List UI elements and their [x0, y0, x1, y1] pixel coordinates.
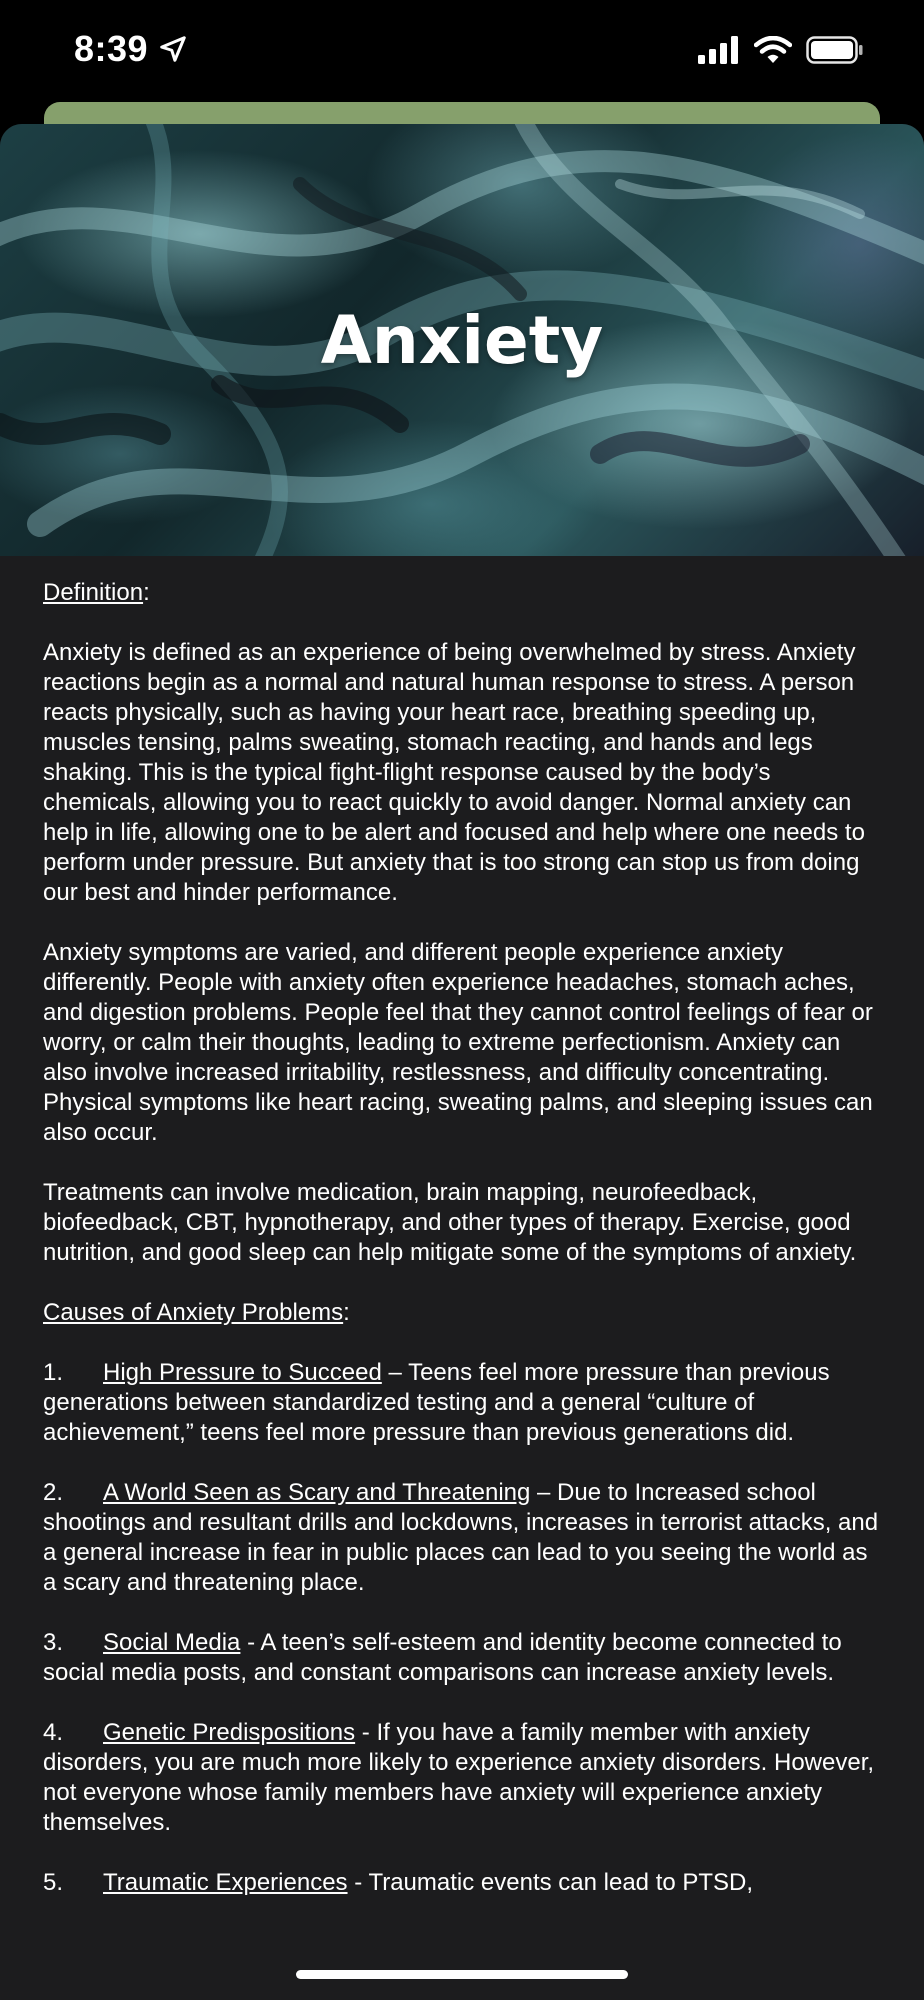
paragraph-symptoms: Anxiety symptoms are varied, and different people experience anxiety differently. People with anxiety often experience headaches, stomach aches, and digestion problems. People feel that they cannot control feelings of fear or worry, or calm their thoughts, leading to extreme perfectionism. Anxiety can also involve increased irritability, restlessness, and difficulty concentrating. Physical symptoms like heart racing, sweating palms, and sleeping issues can also occur.: [43, 939, 873, 1146]
wifi-icon: [754, 36, 792, 64]
location-arrow-icon: [158, 34, 188, 64]
cause-text: - A teen’s self-esteem and identity become connected to social media posts, and constant comparisons can increase anxiety levels.: [43, 1629, 842, 1686]
cause-title: A World Seen as Scary and Threatening: [103, 1479, 531, 1506]
cause-title: Traumatic Experiences: [103, 1869, 348, 1896]
cause-title: Genetic Predispositions: [103, 1719, 356, 1746]
definition-heading: [43, 578, 883, 608]
cause-number: 3.: [43, 1629, 64, 1656]
causes-heading-label: Causes of Anxiety Problems: [43, 1299, 344, 1326]
cellular-signal-icon: [698, 36, 740, 64]
causes-heading-colon: :: [343, 1299, 350, 1326]
clock-label: 8:39: [74, 28, 149, 69]
cause-text: – Teens feel more pressure than previous generations between standardized testing and a general “culture of achievement,” teens feel more pressure than previous generations did.: [43, 1359, 830, 1446]
hero-banner: [0, 124, 924, 556]
cause-number: 2.: [43, 1479, 64, 1506]
cause-number: 4.: [43, 1719, 64, 1746]
definition-heading-colon: :: [143, 579, 150, 606]
status-icons: [698, 36, 864, 64]
article-sheet[interactable]: [0, 124, 924, 2000]
cause-item-4: [43, 1718, 883, 1838]
paragraph-definition: Anxiety is defined as an experience of being overwhelmed by stress. Anxiety reactions begin as a normal and natural human response to stress. A person reacts physically, such as having your heart race, breathing speeding up, muscles tensing, palms sweating, stomach reacting, and hands and legs shaking. This is the typical fight-flight response caused by the body’s chemicals, allowing you to react quickly to avoid danger. Normal anxiety can help in life, allowing one to be alert and focused and help where one needs to perform under pressure. But anxiety that is too strong can stop us from doing our best and hinder performance.: [43, 639, 865, 906]
cause-title: Social Media: [103, 1629, 241, 1656]
cause-number: 5.: [43, 1869, 64, 1896]
cause-item-2: [43, 1478, 883, 1598]
status-bar: [0, 0, 924, 100]
page-title: Anxiety: [320, 302, 604, 379]
cause-item-5: [43, 1868, 883, 1898]
paragraph-treatments: Treatments can involve medication, brain mapping, neurofeedback, biofeedback, CBT, hypnotherapy, and other types of therapy. Exercise, good nutrition, and good sleep can help mitigate some of the symptoms of anxiety.: [43, 1179, 857, 1266]
cause-text: - If you have a family member with anxiety disorders, you are much more likely to experience anxiety disorders. However, not everyone whose family members have anxiety will experience anxiety themselves.: [43, 1719, 875, 1836]
status-time: [74, 28, 188, 70]
definition-heading-label: Definition: [43, 579, 144, 606]
cause-number: 1.: [43, 1359, 64, 1386]
article-body: [43, 578, 883, 1928]
cause-item-3: [43, 1628, 883, 1688]
cause-text: - Traumatic events can lead to PTSD,: [347, 1869, 754, 1896]
cause-item-1: [43, 1358, 883, 1448]
cause-text: – Due to Increased school shootings and resultant drills and lockdowns, increases in terrorist attacks, and a general increase in fear in public places can lead to you seeing the world as a scary and threatening place.: [43, 1479, 879, 1596]
home-indicator[interactable]: [296, 1970, 628, 1979]
cause-title: High Pressure to Succeed: [103, 1359, 382, 1386]
battery-icon: [806, 36, 864, 64]
causes-heading: [43, 1298, 883, 1328]
